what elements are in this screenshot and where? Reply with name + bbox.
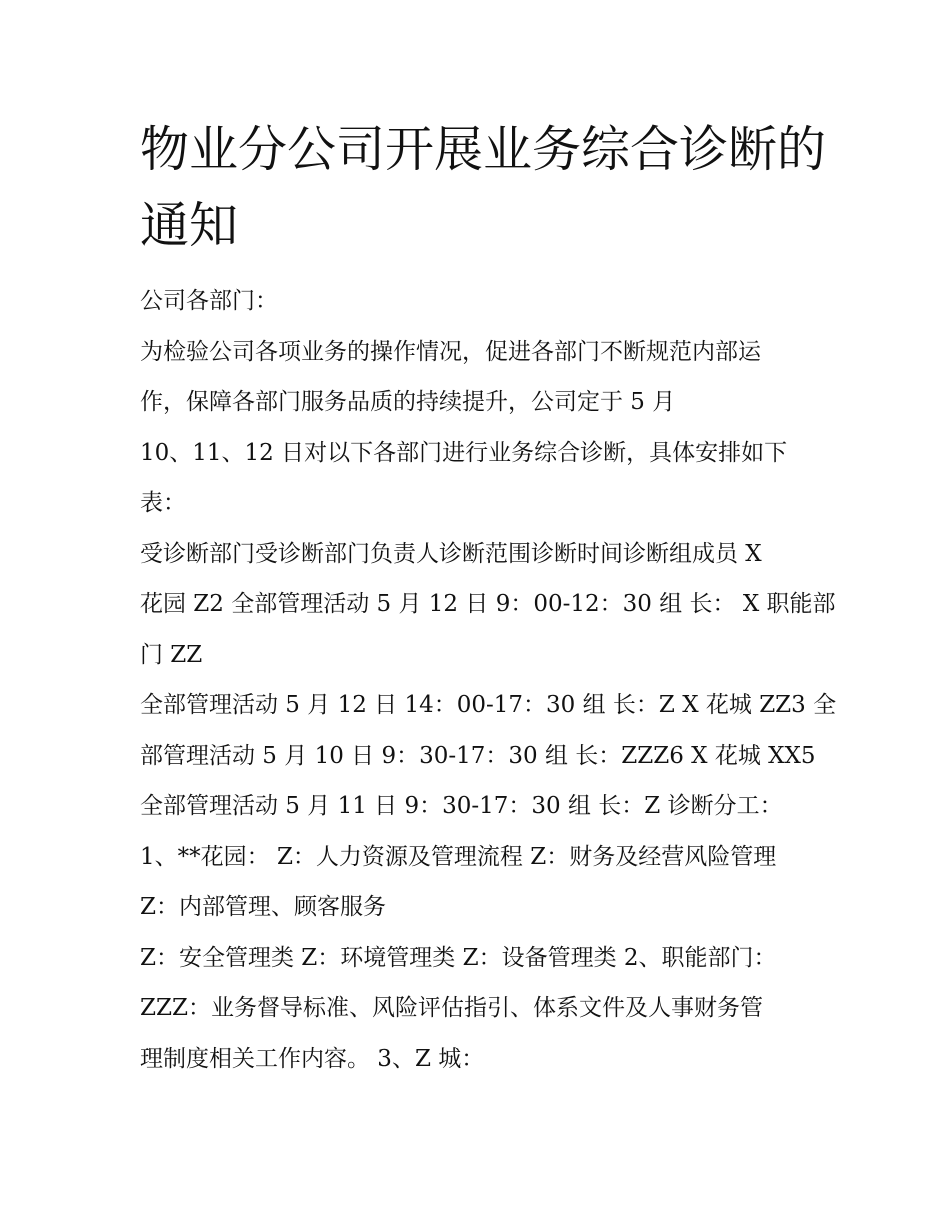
schedule-line: 花园 Z2 全部管理活动 5 月 12 日 9：00-12：30 组 长： X 职能部 [140, 591, 836, 617]
salutation-line: 公司各部门： [140, 288, 278, 314]
body-line: 10、11、12 日对以下各部门进行业务综合诊断，具体安排如下 [140, 439, 788, 466]
document-title: 物业分公司开展业务综合诊断的通知 [140, 121, 827, 254]
body-line: 为检验公司各项业务的操作情况，促进各部门不断规范内部运 [140, 338, 761, 365]
schedule-line: 受诊断部门受诊断部门负责人诊断范围诊断时间诊断组成员 X [140, 540, 762, 567]
document-body [140, 276, 837, 1084]
schedule-line: 全部管理活动 5 月 11 日 9：30-17：30 组 长：Z 诊断分工： [140, 793, 783, 819]
body-line: 作，保障各部门服务品质的持续提升，公司定于 5 月 [140, 389, 676, 415]
assignment-line: ZZZ：业务督导标准、风险评估指引、体系文件及人事财务管 [140, 995, 763, 1021]
assignment-line: 1、**花园： Z：人力资源及管理流程 Z：财务及经营风险管理 [140, 843, 777, 870]
assignment-line: 理制度相关工作内容。 3、Z 城： [140, 1045, 485, 1072]
assignment-line: Z：安全管理类 Z：环境管理类 Z：设备管理类 2、职能部门： [140, 944, 777, 971]
schedule-line: 门 ZZ [140, 641, 203, 668]
body-line: 表： [140, 490, 186, 516]
schedule-line: 全部管理活动 5 月 12 日 14：00-17：30 组 长：Z X 花城 ZZ3 全 [140, 692, 837, 718]
schedule-line: 部管理活动 5 月 10 日 9：30-17：30 组 长：ZZZ6 X 花城 XX5 [140, 742, 816, 769]
assignment-line: Z：内部管理、顾客服务 [140, 894, 386, 920]
